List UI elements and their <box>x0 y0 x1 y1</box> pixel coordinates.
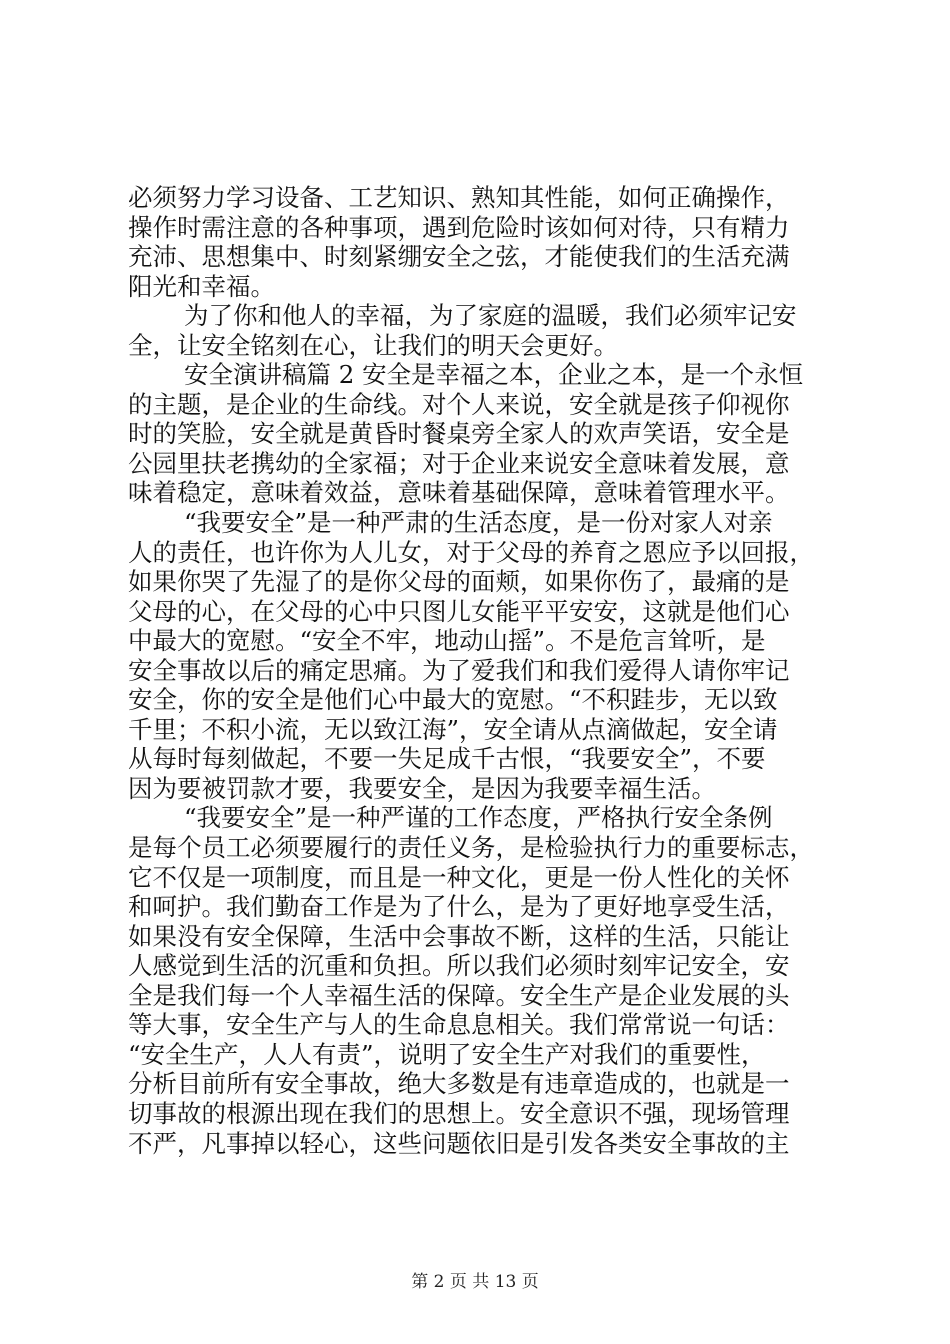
text-line: “安全生产，人人有责”，说明了安全生产对我们的重要性， <box>128 1039 766 1069</box>
text-line: 安全演讲稿篇 2 安全是幸福之本，企业之本，是一个永恒 <box>184 360 804 390</box>
text-line: “我要安全”是一种严谨的工作态度，严格执行安全条例 <box>184 803 773 833</box>
text-line: 安全，你的安全是他们心中最大的宽慰。“不积跬步，无以致 <box>128 685 778 715</box>
text-line: 为了你和他人的幸福，为了家庭的温暖，我们必须牢记安 <box>184 301 797 331</box>
text-line: 因为要被罚款才要，我要安全，是因为我要幸福生活。 <box>128 773 716 803</box>
text-line: 的主题，是企业的生命线。对个人来说，安全就是孩子仰视你 <box>128 389 790 419</box>
text-line: “我要安全”是一种严肃的生活态度，是一份对家人对亲 <box>184 508 773 538</box>
text-line: 不严，凡事掉以轻心，这些问题依旧是引发各类安全事故的主 <box>128 1128 790 1158</box>
text-line: 安全事故以后的痛定思痛。为了爱我们和我们爱得人请你牢记 <box>128 655 790 685</box>
text-line: 味着稳定，意味着效益，意味着基础保障，意味着管理水平。 <box>128 478 790 508</box>
text-line: 是每个员工必须要履行的责任义务，是检验执行力的重要标志， <box>128 833 814 863</box>
text-line: 全是我们每一个人幸福生活的保障。安全生产是企业发展的头 <box>128 980 790 1010</box>
text-line: 充沛、思想集中、时刻紧绷安全之弦，才能使我们的生活充满 <box>128 242 790 272</box>
text-line: 父母的心，在父母的心中只图儿女能平平安安，这就是他们心 <box>128 596 790 626</box>
text-line: 如果没有安全保障，生活中会事故不断，这样的生活，只能让 <box>128 921 790 951</box>
text-line: 时的笑脸，安全就是黄昏时餐桌旁全家人的欢声笑语，安全是 <box>128 419 790 449</box>
document-body <box>128 183 828 1158</box>
text-line: 阳光和幸福。 <box>128 271 275 301</box>
text-line: 中最大的宽慰。“安全不牢，地动山摇”。不是危言耸听，是 <box>128 626 766 656</box>
text-line: 它不仅是一项制度，而且是一种文化，更是一份人性化的关怀 <box>128 862 790 892</box>
text-line: 从每时每刻做起，不要一失足成千古恨，“我要安全”，不要 <box>128 744 766 774</box>
text-line: 全，让安全铭刻在心，让我们的明天会更好。 <box>128 330 618 360</box>
text-line: 人感觉到生活的沉重和负担。所以我们必须时刻牢记安全，安 <box>128 951 790 981</box>
text-line: 切事故的根源出现在我们的思想上。安全意识不强，现场管理 <box>128 1098 790 1128</box>
page-footer: 第 2 页 共 13 页 <box>411 1272 539 1292</box>
text-line: 必须努力学习设备、工艺知识、熟知其性能，如何正确操作， <box>128 183 790 212</box>
text-line: 分析目前所有安全事故，绝大多数是有违章造成的，也就是一 <box>128 1069 790 1099</box>
text-line: 人的责任，也许你为人儿女，对于父母的养育之恩应予以回报， <box>128 537 814 567</box>
text-line: 和呵护。我们勤奋工作是为了什么，是为了更好地享受生活， <box>128 892 790 922</box>
text-line: 公园里扶老携幼的全家福；对于企业来说安全意味着发展，意 <box>128 448 790 478</box>
text-line: 千里；不积小流，无以致江海”，安全请从点滴做起，安全请 <box>128 714 778 744</box>
text-line: 如果你哭了先湿了的是你父母的面颊，如果你伤了，最痛的是 <box>128 567 790 597</box>
text-line: 操作时需注意的各种事项，遇到危险时该如何对待，只有精力 <box>128 212 790 242</box>
text-line: 等大事，安全生产与人的生命息息相关。我们常常说一句话： <box>128 1010 790 1040</box>
